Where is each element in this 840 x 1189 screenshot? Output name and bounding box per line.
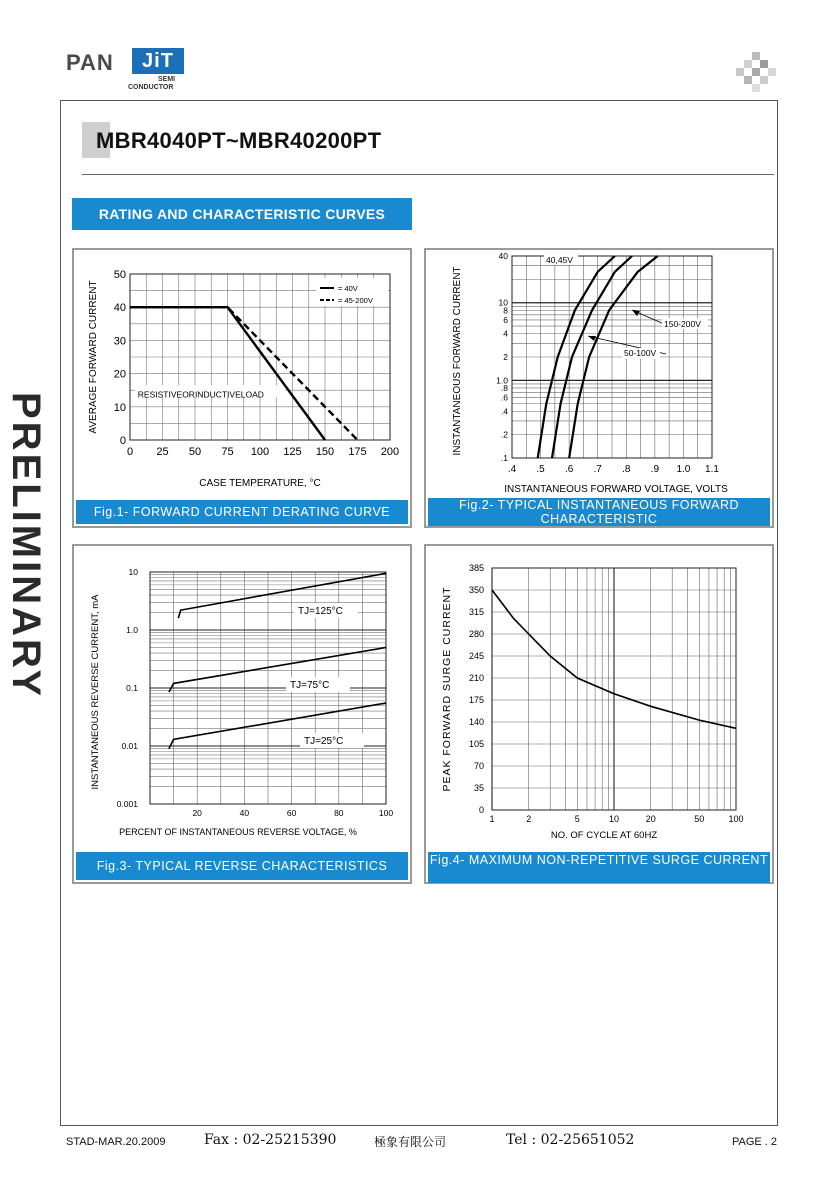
x-tick-label: 100: [378, 808, 394, 818]
series-label: TJ=125°C: [298, 606, 343, 617]
x-tick-label: 40: [239, 808, 250, 818]
y-tick-label: 0: [119, 435, 126, 447]
y-tick-label: 10: [113, 401, 126, 414]
x-tick-label: 1: [489, 814, 495, 824]
corner-decoration-icon: [736, 52, 776, 92]
logo-conductor: CONDUCTOR: [128, 84, 174, 91]
x-tick-label: 50: [188, 446, 202, 458]
y-tick-label: 1.0: [496, 375, 508, 386]
y-tick-label: .8: [500, 382, 508, 393]
x-axis-label: NO. OF CYCLE AT 60HZ: [550, 830, 658, 841]
page-title: MBR4040PT~MBR40200PT: [96, 128, 382, 153]
x-tick-label: 100: [728, 814, 744, 824]
footer-doc-code: STAD-MAR.20.2009: [66, 1136, 166, 1148]
y-tick-label: 70: [473, 761, 484, 771]
company-logo: [66, 48, 196, 94]
y-tick-label: 30: [113, 335, 126, 348]
x-tick-label: 1.0: [676, 464, 691, 475]
x-tick-label: 25: [156, 446, 169, 458]
section-heading: RATING AND CHARACTERISTIC CURVES: [72, 198, 412, 230]
figure-4-caption: Fig.4- MAXIMUM NON-REPETITIVE SURGE CURRENT: [428, 852, 770, 883]
y-tick-label: .2: [500, 429, 508, 440]
figure-2-caption: Fig.2- TYPICAL INSTANTANEOUS FORWARD CHARACTERISTIC: [428, 498, 770, 526]
y-tick-label: 105: [468, 739, 484, 749]
figure-2-chart: [426, 250, 772, 526]
legend-label: = 40V: [338, 284, 358, 293]
figure-1-panel: [72, 248, 412, 528]
preliminary-watermark: PRELIMINARY: [4, 392, 48, 700]
series-label: 150-200V: [664, 319, 701, 329]
y-axis-label: PEAK FORWARD SURGE CURRENT: [441, 586, 453, 792]
figure-3-panel: [72, 544, 412, 884]
title-divider: [82, 174, 774, 175]
series-label: TJ=75°C: [290, 680, 330, 691]
x-tick-label: 125: [283, 446, 302, 458]
y-tick-label: 1.0: [126, 625, 138, 635]
y-tick-label: 8: [503, 305, 508, 316]
footer-fax: Fax : 02-25215390: [204, 1132, 337, 1148]
logo-semi: SEMI: [158, 76, 176, 83]
x-tick-label: 20: [645, 814, 656, 824]
y-tick-label: 280: [468, 629, 484, 639]
x-tick-label: 10: [608, 814, 620, 824]
series-label: 40,45V: [546, 255, 573, 265]
x-tick-label: .5: [536, 464, 545, 475]
x-tick-label: 150: [315, 446, 335, 458]
x-axis-label: INSTANTANEOUS FORWARD VOLTAGE, VOLTS: [504, 484, 728, 495]
y-tick-label: .6: [500, 392, 508, 403]
series-label: TJ=25°C: [304, 736, 344, 747]
x-axis-label: PERCENT OF INSTANTANEOUS REVERSE VOLTAGE, %: [119, 827, 357, 837]
figure-3-caption: Fig.3- TYPICAL REVERSE CHARACTERISTICS: [76, 852, 408, 880]
x-tick-label: 200: [380, 446, 400, 458]
y-tick-label: 385: [468, 563, 484, 573]
x-tick-label: 50: [694, 814, 705, 824]
y-tick-label: 245: [468, 651, 484, 661]
x-tick-label: 100: [250, 446, 270, 458]
y-tick-label: 6: [503, 314, 508, 325]
annotation-text: RESISTIVEORINDUCTIVELOAD: [137, 389, 264, 400]
y-tick-label: 0.001: [116, 799, 138, 809]
arrow-head: [588, 336, 596, 341]
arrow-head: [632, 310, 640, 316]
y-tick-label: 10: [498, 297, 508, 308]
logo-pan: PAN: [66, 50, 114, 75]
x-tick-label: 60: [286, 808, 297, 818]
figure-3-chart: [74, 546, 410, 882]
y-tick-label: .4: [500, 406, 508, 417]
y-tick-label: 315: [468, 607, 484, 617]
y-tick-label: 50: [113, 269, 126, 281]
y-tick-label: 20: [113, 368, 126, 381]
y-tick-label: 0: [478, 805, 484, 815]
series-label: 50-100V: [624, 348, 657, 358]
x-tick-label: 80: [334, 808, 344, 818]
figure-4-chart: [426, 546, 772, 882]
figure-1-chart: [74, 250, 410, 526]
legend-label: = 45-200V: [338, 296, 373, 305]
x-tick-label: 20: [192, 808, 202, 818]
y-tick-label: 10: [128, 567, 138, 577]
y-tick-label: 4: [503, 328, 508, 339]
y-tick-label: 2: [503, 352, 508, 362]
x-tick-label: .8: [622, 464, 631, 475]
figure-4-panel: [424, 544, 774, 884]
y-tick-label: .1: [500, 453, 508, 463]
y-tick-label: 175: [468, 695, 484, 705]
logo-jit: JiT: [132, 48, 184, 74]
series-line-2: [169, 647, 386, 692]
y-tick-label: 0.1: [126, 683, 138, 693]
y-axis-label: INSTANTANEOUS FORWARD CURRENT: [452, 266, 463, 456]
x-tick-label: 0: [126, 446, 134, 458]
x-tick-label: 175: [348, 446, 367, 458]
footer-company: 極象有限公司: [374, 1135, 447, 1149]
y-tick-label: 40: [113, 302, 126, 315]
y-axis-label: INSTANTANEOUS REVERSE CURRENT, mA: [90, 594, 101, 790]
x-tick-label: 1.1: [705, 464, 719, 475]
y-tick-label: 210: [468, 673, 484, 683]
x-axis-label: CASE TEMPERATURE, °C: [199, 478, 321, 489]
y-tick-label: 350: [468, 585, 484, 595]
y-tick-label: 0.01: [121, 741, 138, 751]
x-tick-label: 2: [526, 814, 532, 824]
x-tick-label: 75: [221, 446, 234, 458]
y-tick-label: 40: [498, 251, 508, 261]
x-tick-label: .7: [593, 464, 602, 475]
x-tick-label: .9: [650, 464, 660, 475]
footer-page-number: PAGE . 2: [732, 1136, 778, 1148]
footer-tel: Tel : 02-25651052: [506, 1132, 635, 1148]
y-tick-label: 35: [473, 783, 484, 793]
x-tick-label: .6: [564, 464, 574, 475]
figure-2-panel: [424, 248, 774, 528]
x-tick-label: .4: [507, 464, 517, 475]
x-tick-label: 5: [574, 814, 580, 824]
y-axis-label: AVERAGE FORWARD CURRENT: [88, 280, 99, 434]
figure-1-caption: Fig.1- FORWARD CURRENT DERATING CURVE: [76, 500, 408, 524]
y-tick-label: 140: [468, 717, 484, 727]
